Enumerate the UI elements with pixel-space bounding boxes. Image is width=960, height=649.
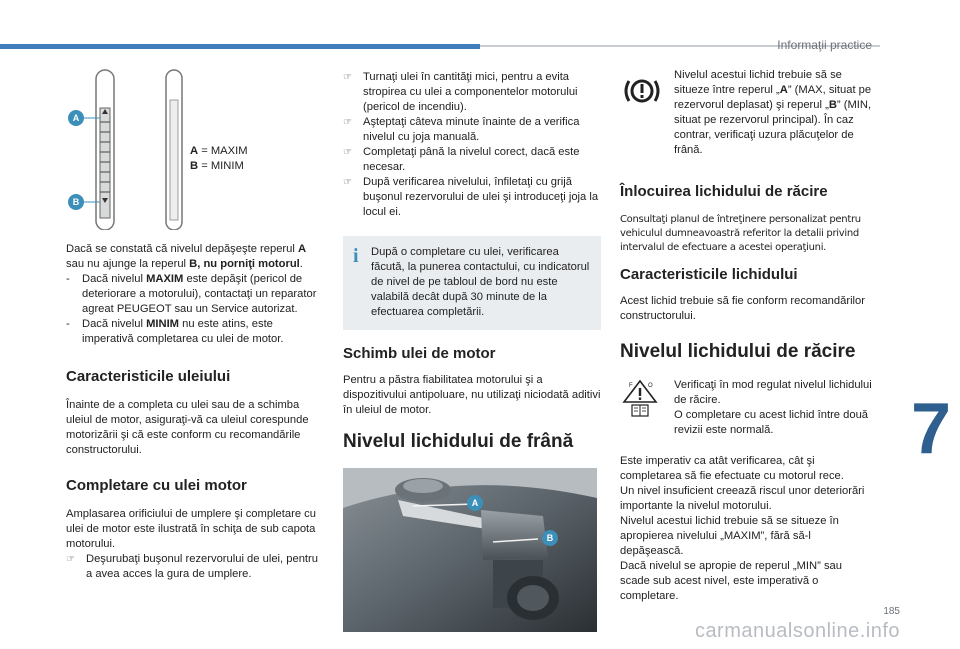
list-item: ☞ Turnaţi ulei în cantităţi mici, pentru a evita stropirea cu ulei a componentelor motorului (pericol de incendiu).	[343, 71, 578, 113]
chapter-number: 7	[910, 389, 952, 469]
pointing-hand-icon: ☞	[66, 554, 75, 565]
list-item: ☞ Aşteptaţi câteva minute înainte de a verifica nivelul cu joja manuală.	[343, 116, 580, 143]
section-title: Informaţii practice	[777, 38, 872, 52]
info-box	[343, 236, 601, 330]
legend-b-value: = MINIM	[198, 160, 244, 172]
heading-fluid-characteristics: Caracteristicile lichidului	[620, 266, 798, 283]
list-item: ☞ Completaţi până la nivelul corect, dacă este necesar.	[343, 146, 580, 173]
level-list	[66, 272, 326, 347]
brake-reservoir-illustration	[343, 468, 597, 632]
svg-text:F: F	[629, 383, 633, 389]
legend-a-value: = MAXIM	[198, 145, 248, 157]
marker-b: B	[542, 530, 558, 546]
brake-reservoir-photo	[343, 468, 597, 632]
heading-oil-change: Schimb ulei de motor	[343, 345, 496, 362]
fluid-characteristics-text: Acest lichid trebuie să fie conform recomandărilor constructorului.	[620, 295, 865, 322]
oil-characteristics-text: Înainte de a completa cu ulei sau de a schimba uleiul de motor, asiguraţi-vă ca uleiul corespunde motorizării şi că este conform cu recomandările constructorului.	[66, 399, 309, 456]
svg-text:O: O	[648, 383, 653, 389]
pointing-hand-icon: ☞	[343, 72, 352, 83]
heading-brake-fluid: Nivelul lichidului de frână	[343, 431, 574, 452]
list-item: ☞ După verificarea nivelului, înfiletaţi cu grijă buşonul rezervorului de ulei şi introduceţi joja la locul ei.	[343, 176, 599, 218]
column-2	[343, 70, 601, 632]
header-accent-bar	[0, 44, 480, 49]
heading-coolant-replace: Înlocuirea lichidului de răcire	[620, 183, 828, 200]
list-item: - Dacă nivelul MINIM nu este atins, este imperativă completarea cu ulei de motor.	[66, 317, 326, 347]
legend-a-key: A	[190, 145, 199, 157]
figure-legend	[190, 144, 248, 174]
dipstick-figure	[66, 60, 296, 230]
dipstick-illustration	[66, 60, 296, 230]
coolant-warning-icon	[622, 378, 660, 418]
topup-steps	[343, 70, 601, 220]
marker-a: A	[467, 495, 483, 511]
marker-b: B	[68, 194, 84, 210]
coolant-text: Este imperativ ca atât verificarea, cât şi completarea să fie efectuate cu motorul rece. Un nivel insuficient creează riscul unor deteriorări importante la nivelul motorului. Nivelul acestui lichid trebuie să se situeze în apropierea nivelului „MAXIM”, fără să-l depăşească. Dacă nivelul se apropie de reperul „MIN” sau scade sub acest nivel, este imperativă o completare.	[620, 455, 865, 602]
brake-warning	[620, 68, 874, 158]
info-icon: i	[353, 245, 359, 267]
legend-b-key: B	[190, 160, 199, 172]
coolant-warning-text: Verificaţi în mod regulat nivelul lichidului de răcire. O completare cu acest lichid între două revizii este normală.	[674, 379, 872, 436]
heading-oil-characteristics: Caracteristicile uleiului	[66, 368, 231, 385]
pointing-hand-icon: ☞	[343, 147, 352, 158]
page-number: 185	[883, 606, 900, 617]
oil-topup-text: Amplasarea orificiului de umplere şi completare cu ulei de motor este ilustrată în schiţa de sub capota motorului.	[66, 508, 316, 550]
brake-level-text: Nivelul acestui lichid trebuie să se situeze între reperul „A” (MAX, situat pe rezervorul deplasat) şi reperul „B” (MIN, situat pe rezervorul principal). În caz contrar, verificaţi uzura plăcuţelor de frână.	[674, 69, 872, 156]
coolant-warning	[620, 378, 874, 438]
pointing-hand-icon: ☞	[343, 117, 352, 128]
oil-change-text: Pentru a păstra fiabilitatea motorului şi a dispozitivului antipoluare, nu utilizaţi niciodată aditivi în uleiul de motor.	[343, 374, 601, 416]
column-3	[620, 68, 874, 604]
pointing-hand-icon: ☞	[343, 177, 352, 188]
marker-a: A	[68, 110, 84, 126]
list-item: - Dacă nivelul MAXIM este depăşit (pericol de deteriorare a motorului), contactaţi un reparator agreat PEUGEOT sau un Service autorizat.	[66, 272, 326, 317]
brake-warning-icon	[622, 76, 662, 106]
heading-oil-topup: Completare cu ulei motor	[66, 477, 247, 494]
info-text: După o completare cu ulei, verificarea făcută, la punerea contactului, cu indicatorul de nivel de pe tabloul de bord nu este valabilă decât după 30 minute de la efectuarea completării.	[371, 246, 590, 318]
list-item: ☞ Deşurubaţi buşonul rezervorului de ulei, pentru a avea acces la gura de umplere.	[66, 553, 318, 580]
coolant-replace-text: Consultaţi planul de întreţinere personalizat pentru vehiculul dumneavoastră referitor la detalii privind intervalul de efectuare a acestei operaţiuni.	[620, 214, 861, 253]
heading-coolant-level: Nivelul lichidului de răcire	[620, 341, 856, 362]
watermark: carmanualsonline.info	[694, 620, 900, 642]
topup-list	[66, 552, 326, 582]
column-1	[66, 60, 326, 582]
level-intro: Dacă se constată că nivelul depăşeşte reperul A sau nu ajunge la reperul B, nu porniţi motorul.	[66, 243, 307, 270]
